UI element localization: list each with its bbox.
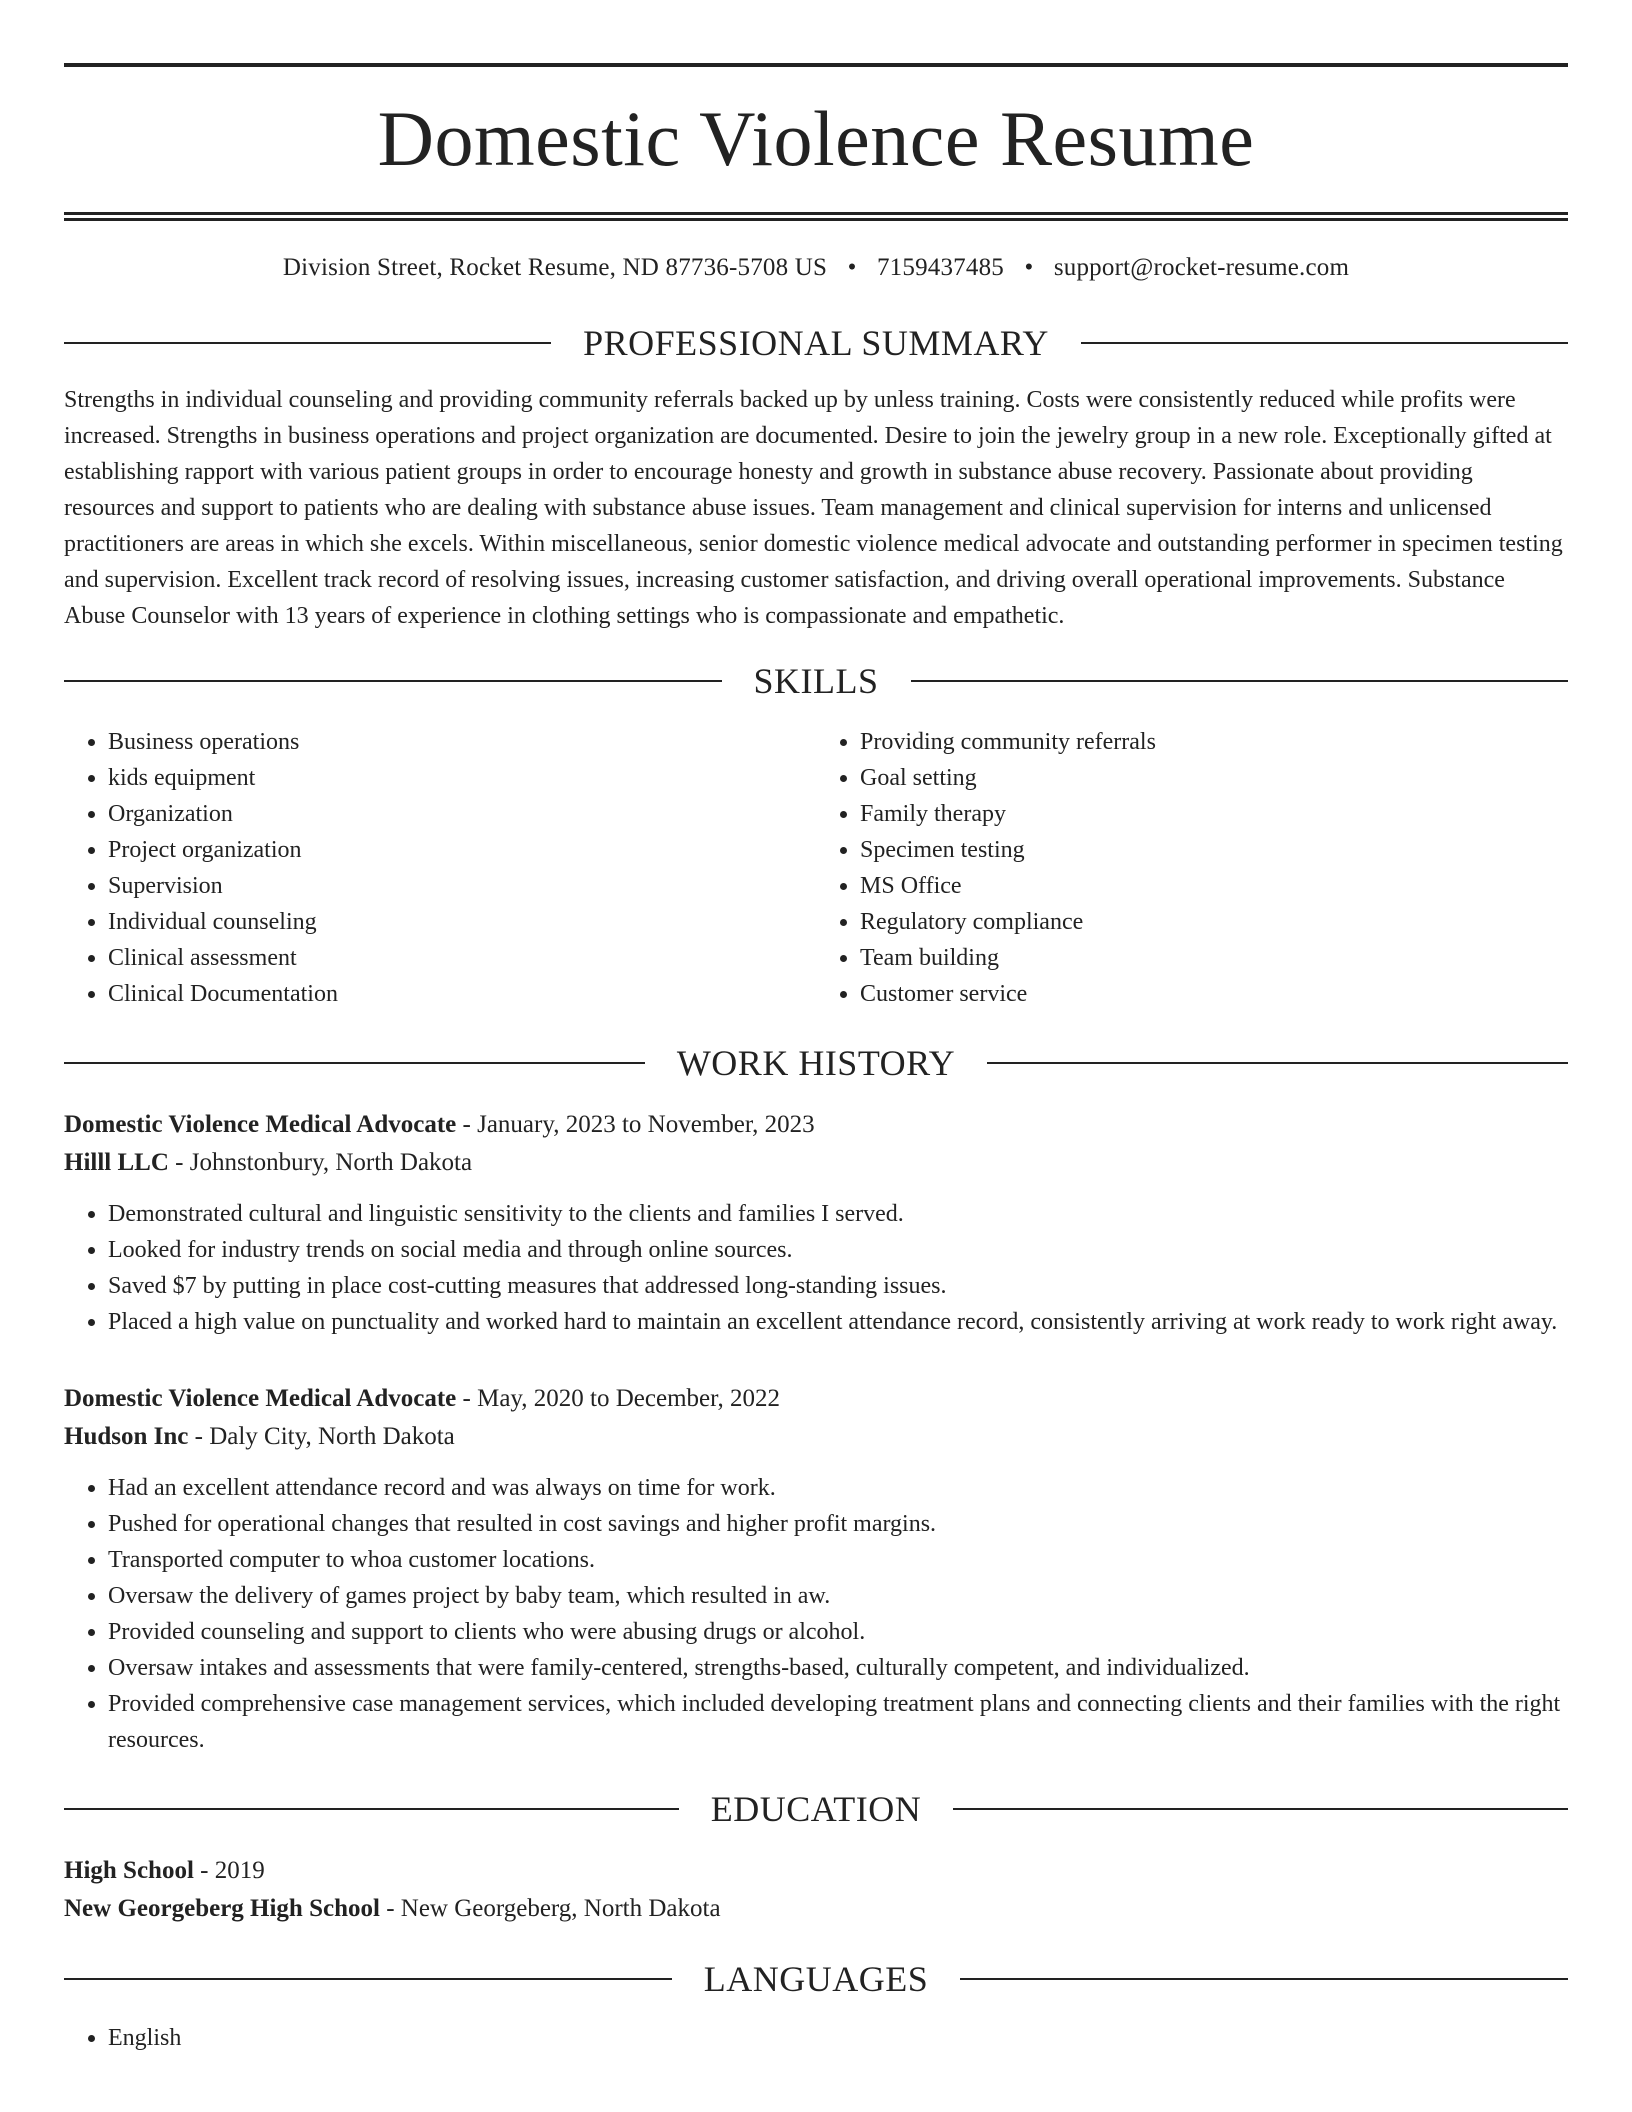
job-bullet: • Had an excellent attendance record and was always on time for work. — [108, 1470, 1568, 1506]
language-item: • English — [108, 2020, 1568, 2056]
top-rule — [64, 63, 1568, 67]
skills-column-left — [64, 724, 816, 1012]
education-heading — [64, 1788, 1568, 1830]
job-dates: - May, 2020 to December, 2022 — [456, 1385, 780, 1412]
education-entry — [64, 1852, 1568, 1928]
heading-rule-right — [1081, 342, 1568, 344]
job-company: Hudson Inc — [64, 1423, 189, 1450]
job-bullets — [64, 1470, 1568, 1758]
education-location: - New Georgeberg, North Dakota — [379, 1895, 721, 1922]
contact-email: support@rocket-resume.com — [1053, 254, 1350, 281]
skill-item: • Specimen testing — [860, 832, 1568, 868]
job-company: Hilll LLC — [64, 1149, 169, 1176]
education-year: - 2019 — [193, 1857, 265, 1884]
skills-heading — [64, 660, 1568, 702]
contact-separator: • — [1024, 254, 1034, 281]
education-degree: High School — [64, 1857, 194, 1884]
work-heading — [64, 1042, 1568, 1084]
summary-text: Strengths in individual counseling and providing community referrals backed up by unless training. Costs were consistently reduced while profits were increased. Strengths in business operations and project organization are documented. Desire to join the jewelry group in a new role. Exceptionally gifted at establishing rapport with various patient groups in order to encourage honesty and growth in substance abuse recovery. Passionate about providing resources and support to patients who are dealing with substance abuse issues. Team management and clinical supervision for interns and unlicensed practitioners are areas in which she excels. Within miscellaneous, senior domestic violence medical advocate and outstanding performer in specimen testing and supervision. Excellent track record of resolving issues, increasing customer satisfaction, and driving overall operational improvements. Substance Abuse Counselor with 13 years of experience in clothing settings who is compassionate and empathetic. — [64, 387, 1563, 629]
job-location: - Johnstonbury, North Dakota — [168, 1149, 473, 1176]
job-title: Domestic Violence Medical Advocate — [64, 1111, 457, 1138]
skill-item: • Customer service — [860, 976, 1568, 1012]
resume-title: Domestic Violence Resume — [377, 95, 1255, 182]
job-bullet: • Transported computer to whoa customer locations. — [108, 1542, 1568, 1578]
skills-column-right — [816, 724, 1568, 1012]
job-company-line — [64, 1418, 1568, 1456]
heading-rule-left — [64, 1978, 672, 1980]
languages-heading — [64, 1958, 1568, 2000]
skill-item: • Business operations — [108, 724, 816, 760]
skill-item: • Goal setting — [860, 760, 1568, 796]
job-bullet: • Placed a high value on punctuality and worked hard to maintain an excellent attendance record, consistently arriving at work ready to work right away. — [108, 1304, 1568, 1340]
job-bullet: • Oversaw the delivery of games project by baby team, which resulted in aw. — [108, 1578, 1568, 1614]
education-heading-label: EDUCATION — [710, 1789, 922, 1829]
education-school: New Georgeberg High School — [64, 1895, 380, 1922]
skill-item: • Team building — [860, 940, 1568, 976]
resume-page — [64, 0, 1568, 2056]
education-degree-line — [64, 1852, 1568, 1890]
job-bullet: • Oversaw intakes and assessments that were family-centered, strengths-based, culturally competent, and individualized. — [108, 1650, 1568, 1686]
contact-separator: • — [847, 254, 857, 281]
job-title-line — [64, 1380, 1568, 1418]
skill-item: • Individual counseling — [108, 904, 816, 940]
skill-item: • Providing community referrals — [860, 724, 1568, 760]
heading-rule-right — [960, 1978, 1568, 1980]
education-school-line — [64, 1890, 1568, 1928]
skill-item: • Project organization — [108, 832, 816, 868]
job-title-line — [64, 1106, 1568, 1144]
job-bullet: • Provided counseling and support to clients who were abusing drugs or alcohol. — [108, 1614, 1568, 1650]
job-bullet: • Pushed for operational changes that resulted in cost savings and higher profit margins. — [108, 1506, 1568, 1542]
skills-list — [64, 724, 1568, 1012]
skill-item: • Clinical assessment — [108, 940, 816, 976]
summary-heading-label: PROFESSIONAL SUMMARY — [583, 323, 1049, 363]
languages-list — [64, 2020, 1568, 2056]
summary-heading — [64, 322, 1568, 364]
contact-address: Division Street, Rocket Resume, ND 87736-5708 US — [282, 254, 828, 281]
work-heading-label: WORK HISTORY — [676, 1043, 956, 1083]
title-double-rule — [64, 212, 1568, 221]
job-bullets — [64, 1196, 1568, 1340]
job-location: - Daly City, North Dakota — [188, 1423, 455, 1450]
languages-heading-label: LANGUAGES — [703, 1959, 929, 1999]
heading-rule-left — [64, 1062, 645, 1064]
heading-rule-right — [911, 680, 1569, 682]
skill-item: • MS Office — [860, 868, 1568, 904]
skills-heading-label: SKILLS — [753, 661, 879, 701]
skill-item: • Family therapy — [860, 796, 1568, 832]
skill-item: • Clinical Documentation — [108, 976, 816, 1012]
job-company-line — [64, 1144, 1568, 1182]
contact-phone: 7159437485 — [876, 254, 1004, 281]
skill-item: • Regulatory compliance — [860, 904, 1568, 940]
contact-line — [64, 254, 1568, 282]
heading-rule-left — [64, 680, 722, 682]
job-entry — [64, 1106, 1568, 1340]
heading-rule-left — [64, 1808, 679, 1810]
heading-rule-left — [64, 342, 551, 344]
job-bullet: • Provided comprehensive case management services, which included developing treatment plans and connecting clients and their families with the right resources. — [108, 1686, 1568, 1758]
skill-item: • Supervision — [108, 868, 816, 904]
job-dates: - January, 2023 to November, 2023 — [456, 1111, 815, 1138]
skill-item: • Organization — [108, 796, 816, 832]
job-bullet: • Looked for industry trends on social media and through online sources. — [108, 1232, 1568, 1268]
job-entry — [64, 1380, 1568, 1758]
heading-rule-right — [987, 1062, 1568, 1064]
job-title: Domestic Violence Medical Advocate — [64, 1385, 457, 1412]
heading-rule-right — [953, 1808, 1568, 1810]
job-bullet: • Saved $7 by putting in place cost-cutting measures that addressed long-standing issues. — [108, 1268, 1568, 1304]
job-bullet: • Demonstrated cultural and linguistic sensitivity to the clients and families I served. — [108, 1196, 1568, 1232]
skill-item: • kids equipment — [108, 760, 816, 796]
